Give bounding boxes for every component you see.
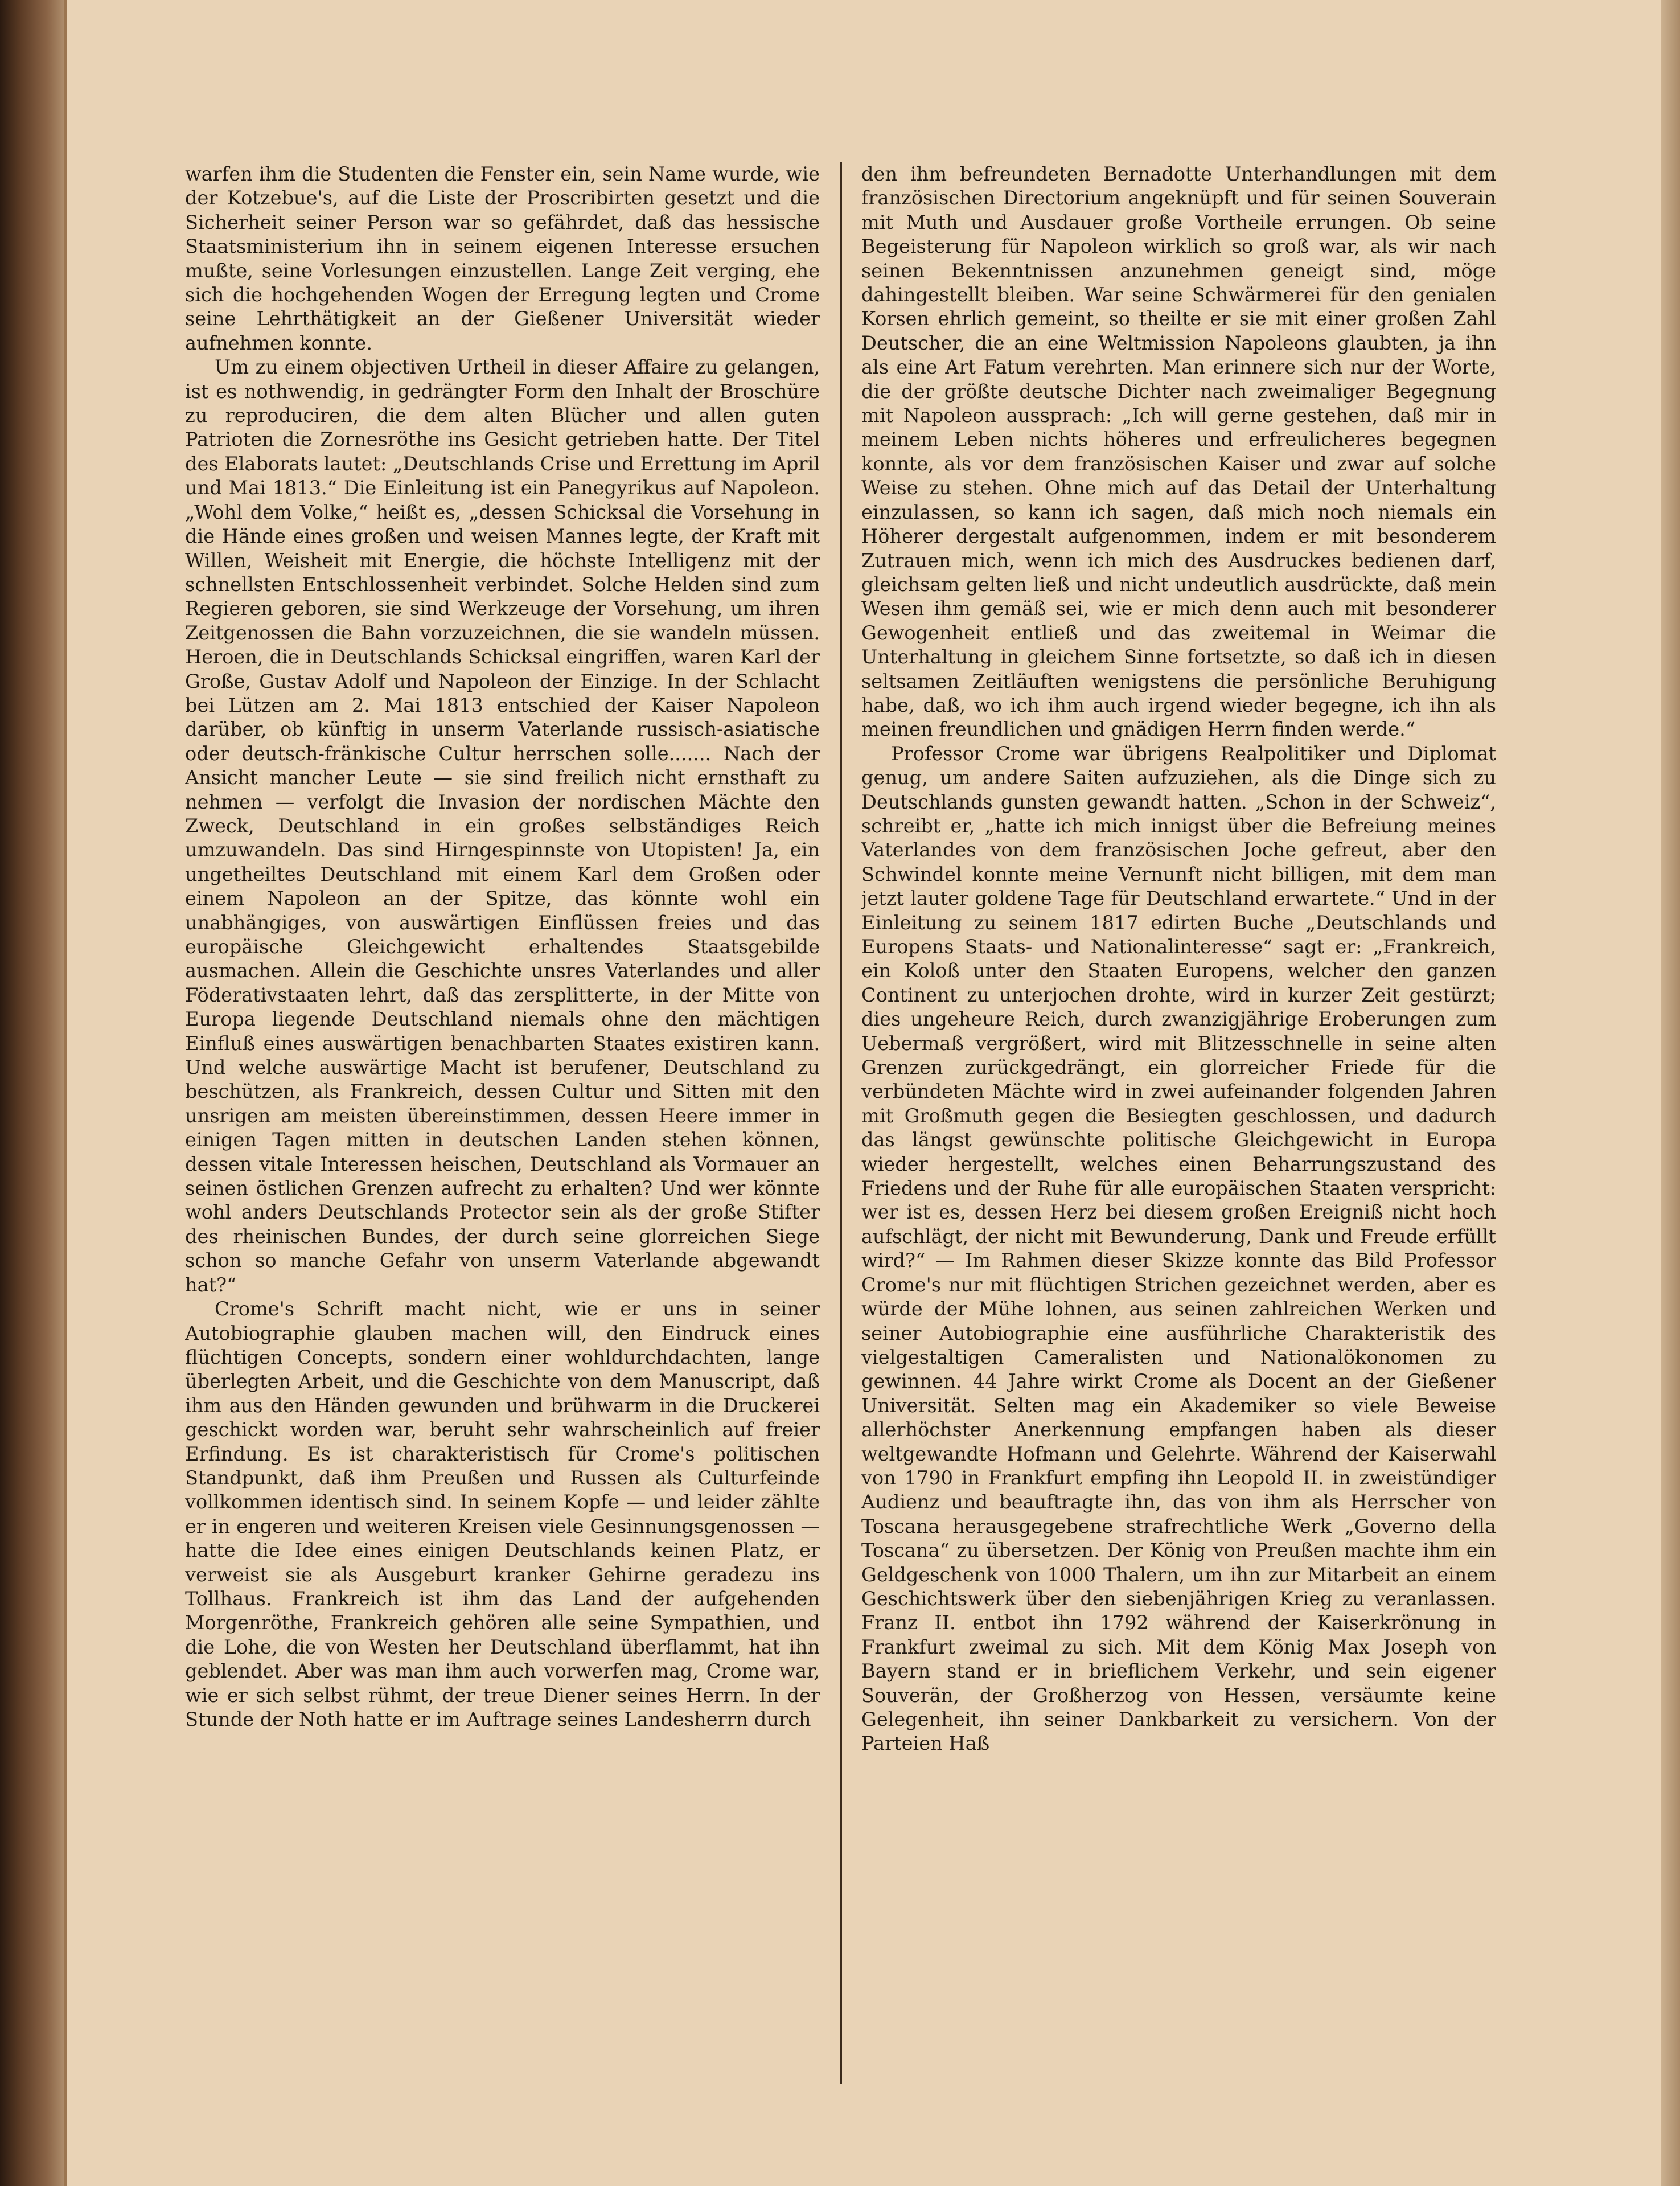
paragraph: den ihm befreundeten Bernadotte Unterhandlungen mit dem französischen Directorium angeknüpft und für seinen Souverain mit Muth und Ausdauer große Vortheile errungen. Ob seine Begeisterung für Napoleon wirklich so groß war, als wir nach seinen Bekenntnissen anzunehmen geneigt sind, möge dahingestellt bleiben. War seine Schwärmerei für den genialen Korsen ehrlich gemeint, so theilte er sie mit einer großen Zahl Deutscher, die an eine Weltmission Napoleons glaubten, ja ihn als eine Art Fatum verehrten. Man erinnere sich nur der Worte, die der größte deutsche Dichter nach zweimaliger Begegnung mit Napoleon aussprach: „Ich will gerne gestehen, daß mir in meinem Leben nichts höheres und erfreulicheres begegnen konnte, als vor dem französischen Kaiser und zwar auf solche Weise zu stehen. Ohne mich auf das Detail der Unterhaltung einzulassen, so kann ich sagen, daß mich noch niemals ein Höherer dergestalt aufgenommen, indem er mit besonderem Zutrauen mich, wenn ich mich des Ausdruckes bedienen darf, gleichsam gelten ließ und nicht undeutlich ausdrückte, daß mein Wesen ihm gemäß sei, wie er mich denn auch mit besonderer Gewogenheit entließ und das zweitemal in Weimar die Unterhaltung in gleichem Sinne fortsetzte, so daß ich in diesen seltsamen Zeitläuften wenigstens die persönliche Beruhigung habe, daß, wo ich ihm auch irgend wieder begegne, ich ihn als meinen freundlichen und gnädigen Herrn finden werde.“: [861, 163, 1496, 741]
paragraph: Professor Crome war übrigens Realpolitiker und Diplomat genug, um andere Saiten aufzuziehen, als die Dinge sich zu Deutschlands gunsten gewandt hatten. „Schon in der Schweiz“, schreibt er, „hatte ich mich innigst über die Befreiung meines Vaterlandes von dem französischen Joche gefreut, aber den Schwindel konnte meine Vernunft nicht billigen, mit dem man jetzt lauter goldene Tage für Deutschland erwartete.“ Und in der Einleitung zu seinem 1817 edirten Buche „Deutschlands und Europens Staats- und Nationalinteresse“ sagt er: „Frankreich, ein Koloß unter den Staaten Europens, welcher den ganzen Continent zu unterjochen drohte, wird in kurzer Zeit gestürzt; dies ungeheure Reich, durch zwanzigjährige Eroberungen zum Uebermaß vergrößert, wird mit Blitzesschnelle in seine alten Grenzen zurückgedrängt, ein glorreicher Friede für die verbündeten Mächte wird in zwei aufeinander folgenden Jahren mit Großmuth gegen die Besiegten geschlossen, und dadurch das längst gewünschte politische Gleichgewicht in Europa wieder hergestellt, welches einen Beharrungszustand des Friedens und der Ruhe für alle europäischen Staaten verspricht: wer ist es, dessen Herz bei diesem großen Ereigniß nicht hoch aufschlägt, der nicht mit Bewunderung, Dank und Freude erfüllt wird?“ — Im Rahmen dieser Skizze konnte das Bild Professor Crome's nur mit flüchtigen Strichen gezeichnet werden, aber es würde der Mühe lohnen, aus seinen zahlreichen Werken und seiner Autobiographie eine ausführliche Charakteristik des vielgestaltigen Cameralisten und Nationalökonomen zu gewinnen. 44 Jahre wirkt Crome als Docent an der Gießener Universität. Selten mag ein Akademiker so viele Beweise allerhöchster Anerkennung empfangen haben als dieser weltgewandte Hofmann und Gelehrte. Während der Kaiserwahl von 1790 in Frankfurt empfing ihn Leopold II. in zweistündiger Audienz und beauftragte ihn, das von ihm als Herrscher von Toscana herausgegebene strafrechtliche Werk „Governo della Toscana“ zu übersetzen. Der König von Preußen machte ihm ein Geldgeschenk von 1000 Thalern, um ihn zur Mitarbeit an einem Geschichtswerk über den siebenjährigen Krieg zu veranlassen. Franz II. entbot ihn 1792 während der Kaiserkrönung in Frankfurt zweimal zu sich. Mit dem König Max Joseph von Bayern stand er in brieflichem Verkehr, und sein eigener Souverän, der Großherzog von Hessen, versäumte keine Gelegenheit, ihn seiner Dankbarkeit zu versichern. Von der Parteien Haß: [861, 742, 1496, 1755]
paragraph: warfen ihm die Studenten die Fenster ein, sein Name wurde, wie der Kotzebue's, auf die Liste der Proscribirten gesetzt und die Sicherheit seiner Person war so gefährdet, daß das hessische Staatsministerium ihn in seinem eigenen Interesse ersuchen mußte, seine Vorlesungen einzustellen. Lange Zeit verging, ehe sich die hochgehenden Wogen der Erregung legten und Crome seine Lehrthätigkeit an der Gießener Universität wieder aufnehmen konnte.: [185, 163, 820, 354]
text-body: [185, 162, 1500, 2093]
paragraph: Um zu einem objectiven Urtheil in dieser Affaire zu gelangen, ist es nothwendig, in gedrängter Form den Inhalt der Broschüre zu reproduciren, die dem alten Blücher und allen guten Patrioten die Zornesröthe ins Gesicht getrieben hatte. Der Titel des Elaborats lautet: „Deutschlands Crise und Errettung im April und Mai 1813.“ Die Einleitung ist ein Panegyrikus auf Napoleon. „Wohl dem Volke,“ heißt es, „dessen Schicksal die Vorsehung in die Hände eines großen und weisen Mannes legte, der Kraft mit Willen, Weisheit mit Energie, die höchste Intelligenz mit der schnellsten Entschlossenheit verbindet. Solche Helden sind zum Regieren geboren, sie sind Werkzeuge der Vorsehung, um ihren Zeitgenossen die Bahn vorzuzeichnen, die sie wandeln müssen. Heroen, die in Deutschlands Schicksal eingriffen, waren Karl der Große, Gustav Adolf und Napoleon der Einzige. In der Schlacht bei Lützen am 2. Mai 1813 entschied der Kaiser Napoleon darüber, ob künftig in unserm Vaterlande russisch-asiatische oder deutsch-fränkische Cultur herrschen solle....... Nach der Ansicht mancher Leute — sie sind freilich nicht ernsthaft zu nehmen — verfolgt die Invasion der nordischen Mächte den Zweck, Deutschland in ein großes selbständiges Reich umzuwandeln. Das sind Hirngespinnste von Utopisten! Ja, ein ungetheiltes Deutschland mit einem Karl dem Großen oder einem Napoleon an der Spitze, das könnte wohl ein unabhängiges, von auswärtigen Einflüssen freies und das europäische Gleichgewicht erhaltendes Staatsgebilde ausmachen. Allein die Geschichte unsres Vaterlandes und aller Föderativstaaten lehrt, daß das zersplitterte, in der Mitte von Europa liegende Deutschland niemals ohne den mächtigen Einfluß eines auswärtigen benachbarten Staates existiren kann. Und welche auswärtige Macht ist berufener, Deutschland zu beschützen, als Frankreich, dessen Cultur und Sitten mit den unsrigen am meisten übereinstimmen, dessen Heere immer in einigen Tagen mitten in deutschen Landen stehen können, dessen vitale Interessen heischen, Deutschland als Vormauer an seinen östlichen Grenzen aufrecht zu erhalten? Und wer könnte wohl anders Deutschlands Protector sein als der große Stifter des rheinischen Bundes, der durch seine glorreichen Siege schon so manche Gefahr von unserm Vaterlande abgewandt hat?“: [185, 356, 820, 1296]
left-column: [185, 162, 820, 2087]
paragraph: Crome's Schrift macht nicht, wie er uns in seiner Autobiographie glauben machen will, den Eindruck eines flüchtigen Concepts, sondern einer wohldurchdachten, lange überlegten Arbeit, und die Geschichte von dem Manuscript, daß ihm aus den Händen gewunden und brühwarm in die Druckerei geschickt worden war, beruht sehr wahrscheinlich auf freier Erfindung. Es ist charakteristisch für Crome's politischen Standpunkt, daß ihm Preußen und Russen als Culturfeinde vollkommen identisch sind. In seinem Kopfe — und leider zählte er in engeren und weiteren Kreisen viele Gesinnungsgenossen — hatte die Idee eines einigen Deutschlands keinen Platz, er verweist sie als Ausgeburt kranker Gehirne geradezu ins Tollhaus. Frankreich ist ihm das Land der aufgehenden Morgenröthe, Frankreich gehören alle seine Sympathien, und die Lohe, die von Westen her Deutschland überflammt, hat ihn geblendet. Aber was man ihm auch vorwerfen mag, Crome war, wie er sich selbst rühmt, der treue Diener seines Herrn. In der Stunde der Noth hatte er im Auftrage seines Landesherrn durch: [185, 1298, 820, 1730]
page-edge: [1661, 0, 1680, 2186]
right-column: [861, 162, 1496, 2087]
column-rule: [840, 162, 842, 2084]
book-spine: [0, 0, 67, 2186]
